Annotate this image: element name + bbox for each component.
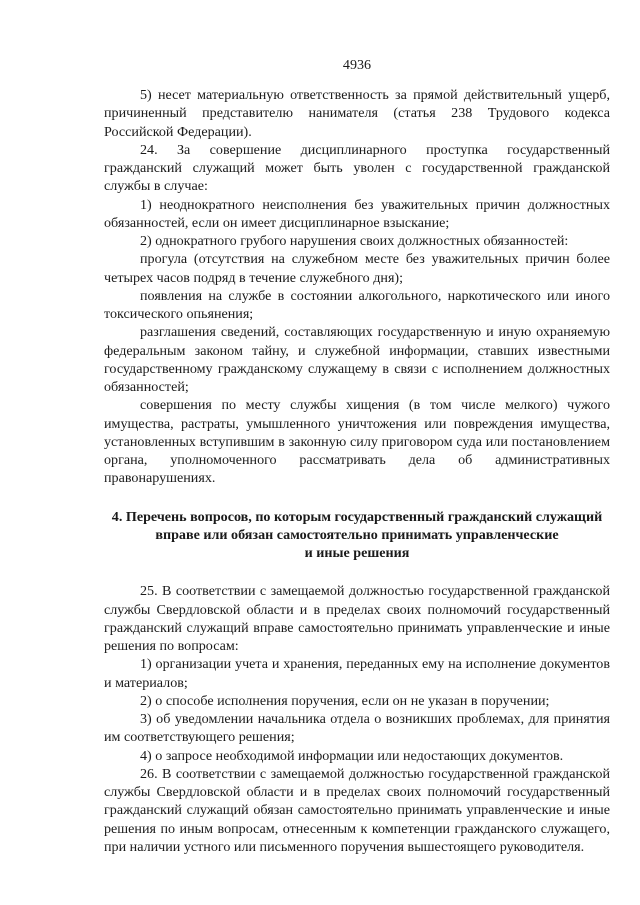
paragraph-absence: прогула (отсутствия на служебном месте без уважительных причин более четырех часов подряд в течение служебного дня); <box>104 251 610 286</box>
paragraph-decision-2: 2) о способе исполнения поручения, если он не указан в поручении; <box>140 692 550 709</box>
page-number: 4936 <box>342 57 372 73</box>
section-gap <box>104 562 610 582</box>
document-page <box>104 56 610 856</box>
section-heading <box>104 508 610 563</box>
paragraph-disclosure: разглашения сведений, составляющих государственную и иную охраняемую федеральным законом тайну, и служебной информации, ставших известными государственному гражданскому служащему в связи с исполнением должностных обязанностей; <box>104 324 610 395</box>
paragraph-decision-1: 1) организации учета и хранения, переданных ему на исполнение документов и материалов; <box>104 656 610 691</box>
paragraph-intoxication: появления на службе в состоянии алкогольного, наркотического или иного токсического опьянения; <box>104 287 610 322</box>
paragraph-case-2: 2) однократного грубого нарушения своих должностных обязанностей: <box>140 233 569 249</box>
paragraph-decision-4: 4) о запросе необходимой информации или недостающих документов. <box>140 747 564 764</box>
paragraph-theft: совершения по месту службы хищения (в том числе мелкого) чужого имущества, растраты, умышленного уничтожения или повреждения имущества, установленных вступившим в законную силу приговором суда или постановлением органа, уполномоченного рассматривать дела об административных правонарушениях. <box>104 397 610 487</box>
paragraph-case-1: 1) неоднократного неисполнения без уважительных причин должностных обязанностей, если он имеет дисциплинарное взыскание; <box>104 196 610 231</box>
paragraph-clause-25: 25. В соответствии с замещаемой должностью государственной гражданской службы Свердловской области и в пределах своих полномочий государственный гражданский служащий вправе самостоятельно принимать управленческие и иные решения по вопросам: <box>104 583 610 654</box>
paragraph-clause-26: 26. В соответствии с замещаемой должностью государственной гражданской службы Свердловской области и в пределах своих полномочий государственный гражданский служащий обязан самостоятельно принимать управленческие и иные решения по иным вопросам, отнесенным к компетенции гражданского служащего, при наличии устного или письменного поручения вышестоящего руководителя. <box>104 765 610 855</box>
section-heading-line-2: вправе или обязан самостоятельно принимать управленческие <box>155 526 559 543</box>
paragraph-clause-24: 24. За совершение дисциплинарного проступка государственный гражданский служащий может быть уволен с государственной гражданской службы в случае: <box>104 141 610 195</box>
paragraph-decision-3: 3) об уведомлении начальника отдела о возникших проблемах, для принятия им соответствующего решения; <box>104 711 610 746</box>
section-heading-line-3: и иные решения <box>304 545 410 561</box>
section-heading-line-1: 4. Перечень вопросов, по которым государственный гражданский служащий <box>111 508 603 525</box>
paragraph-item-5: 5) несет материальную ответственность за прямой действительный ущерб, причиненный представителю нанимателя (статья 238 Трудового кодекса Российской Федерации). <box>104 87 610 140</box>
